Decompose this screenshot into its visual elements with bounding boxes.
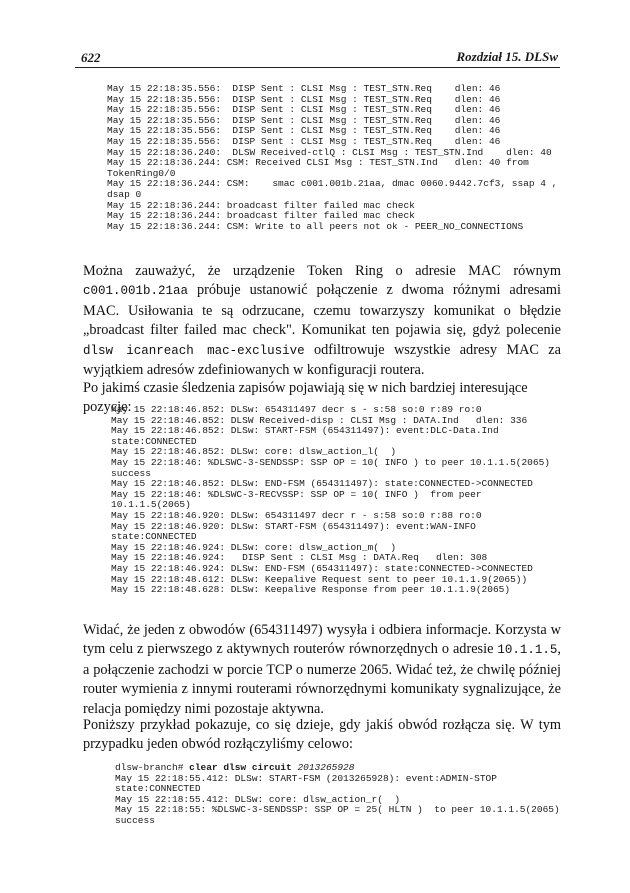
text: próbuje ustanowić połączenie z dwoma różnymi adresami MAC. Usiłowania te są odrzucane, czemu towarzyszy komunikat o błędzie „broadcast filter failed mac check". Komunikat ten pojawia się, gdyż polecenie [83,282,561,339]
log-line: May 15 22:18:35.556: DISP Sent : CLSI Msg : TEST_STN.Req dlen: 46 [107,93,501,105]
cli-argument: 2013265928 [291,762,355,773]
log-line: May 15 22:18:35.556: DISP Sent : CLSI Msg : TEST_STN.Req dlen: 46 [107,135,501,147]
log-line: TokenRing0/0 [107,167,176,179]
text: odfiltrowuje wszystkie adresy MAC za wyjątkiem adresów zdefiniowanych w konfiguracji routera. [83,341,561,379]
log-line: dsap 0 [107,188,142,200]
log-line: May 15 22:18:46.920: DLSw: START-FSM (654311497): event:WAN-INFO [111,520,476,532]
log-line: May 15 22:18:46.852: DLSw: 654311497 decr s - s:58 so:0 r:89 ro:0 [111,404,482,415]
log-line: May 15 22:18:46.924: DLSw: END-FSM (654311497): state:CONNECTED->CONNECTED [111,562,533,574]
cli-command: clear dlsw circuit [189,762,292,773]
text: Widać, że jeden z obwodów (654311497) wysyła i odbiera informacje. Korzysta w tym celu z pierwszego z aktywnych routerów równorzędnych o adresie [83,622,561,658]
log-line: May 15 22:18:48.628: DLSw: Keepalive Response from peer 10.1.1.9(2065) [111,584,511,596]
log-line: May 15 22:18:46.924: DLSw: core: dlsw_action_m( ) [111,541,397,553]
log-line: May 15 22:18:36.244: broadcast filter failed mac check [107,199,415,211]
log-line: May 15 22:18:48.612: DLSw: Keepalive Request sent to peer 10.1.1.9(2065)) [111,573,528,585]
paragraph-intro-2: Po jakimś czasie śledzenia zapisów pojawiają się w nich bardziej interesujące pozycje: [83,380,528,416]
chapter-title: Rozdział 15. DLSw [456,49,558,64]
log-line: May 15 22:18:35.556: DISP Sent : CLSI Msg : TEST_STN.Req dlen: 46 [107,125,501,137]
log-line: May 15 22:18:46.852: DLSW Received-disp : CLSI Msg : DATA.Ind dlen: 336 [111,414,528,426]
log-line: May 15 22:18:36.244: broadcast filter failed mac check [107,210,415,222]
log-line: May 15 22:18:35.556: DISP Sent : CLSI Msg : TEST_STN.Req dlen: 46 [107,104,501,116]
log-line: state:CONNECTED [111,531,197,543]
log-line: May 15 22:18:36.244: CSM: smac c001.001b.21aa, dmac 0060.9442.7cf3, ssap 4 , [107,178,558,190]
log-line: May 15 22:18:36.244: CSM: Received CLSI Msg : TEST_STN.Ind dlen: 40 from [107,157,529,169]
log-line: May 15 22:18:36.244: CSM: Write to all peers not ok - PEER_NO_CONNECTIONS [107,220,524,232]
text: Można zauważyć, że urządzenie Token Ring o adresie MAC równym [83,263,561,279]
paragraph-circuit [83,621,561,719]
log-line: May 15 22:18:55.412: DLSw: core: dlsw_action_r( ) [115,793,401,805]
log-line: May 15 22:18:36.240: DLSW Received-ctlQ : CLSI Msg : TEST_STN.Ind dlen: 40 [107,146,552,158]
debug-log-3 [115,763,560,827]
log-line: May 15 22:18:46.852: DLSw: END-FSM (654311497): state:CONNECTED->CONNECTED [111,478,533,490]
debug-log-3-lines [115,773,560,826]
command-text: dlsw icanreach mac-exclusive [83,343,305,358]
debug-log-2 [111,405,550,596]
log-line: state:CONNECTED [115,783,201,795]
log-line: May 15 22:18:35.556: DISP Sent : CLSI Msg : TEST_STN.Req dlen: 46 [107,114,501,126]
paragraph-mac-filter [83,262,561,380]
cli-prompt: dlsw-branch# [115,762,190,773]
log-line: May 15 22:18:46.852: DLSw: core: dlsw_action_l( ) [111,446,397,458]
ip-address: 10.1.1.5 [497,643,558,658]
paragraph-intro-3: Poniższy przykład pokazuje, co się dzieje, gdy jakiś obwód rozłącza się. W tym przypadku jeden obwód rozłączyliśmy celowo: [83,717,561,753]
log-line: success [115,814,155,826]
debug-log-1 [107,84,557,232]
mac-address: c001.001b.21aa [83,284,189,299]
log-line: May 15 22:18:55: %DLSWC-3-SENDSSP: SSP OP = 25( HLTN ) to peer 10.1.1.5(2065) [115,804,560,816]
running-header [75,46,560,68]
log-line: May 15 22:18:46.920: DLSw: 654311497 decr r - s:58 so:0 r:88 ro:0 [111,509,482,521]
log-line: May 15 22:18:35.556: DISP Sent : CLSI Msg : TEST_STN.Req dlen: 46 [107,83,501,94]
log-line: state:CONNECTED [111,435,197,447]
page-number: 622 [81,50,101,65]
log-line: May 15 22:18:55.412: DLSw: START-FSM (2013265928): event:ADMIN-STOP [115,772,497,784]
log-line: May 15 22:18:46.852: DLSw: START-FSM (654311497): event:DLC-Data.Ind [111,425,499,437]
header-rule [75,67,560,68]
log-line: success [111,467,151,479]
log-line: May 15 22:18:46.924: DISP Sent : CLSI Msg : DATA.Req dlen: 308 [111,552,488,564]
log-line: May 15 22:18:46: %DLSWC-3-SENDSSP: SSP OP = 10( INFO ) to peer 10.1.1.5(2065) [111,456,550,468]
log-line: 10.1.1.5(2065) [111,499,191,511]
text: , a połączenie zachodzi w porcie TCP o numerze 2065. Widać też, że chwilę później router wymienia z innymi routerami równorzędnymi komunikaty sygnalizujące, że relacja pomiędzy nimi pozostaje aktywna. [83,641,561,717]
log-line: May 15 22:18:46: %DLSWC-3-RECVSSP: SSP OP = 10( INFO ) from peer [111,488,482,500]
